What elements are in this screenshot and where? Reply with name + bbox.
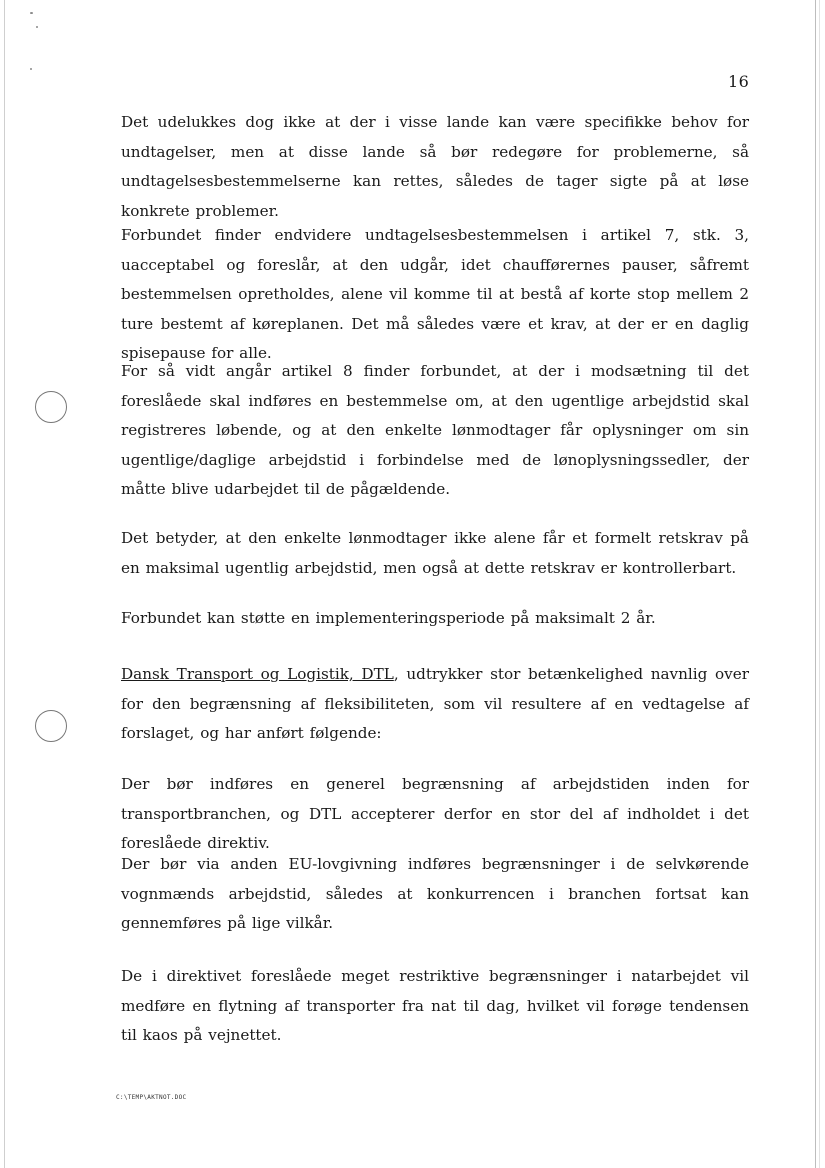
paragraph-implementation: Forbundet kan støtte en implementeringsperiode på maksimalt 2 år. bbox=[121, 609, 656, 627]
paragraph-exemptions: Det udelukkes dog ikke at der i visse lande kan være specifikke behov for undtagelser, men at disse lande så bør redegøre for problemerne, så undtagelsesbestemmelserne kan rettes, således de tager sigte på at løse konkrete problemer. bbox=[121, 113, 749, 220]
paragraph-legal-claim: Det betyder, at den enkelte lønmodtager ikke alene får et formelt retskrav på en maksimal ugentlig arbejdstid, men også at dette retskrav er kontrollerbart. bbox=[121, 529, 749, 577]
punch-hole-icon bbox=[35, 710, 67, 742]
scan-speck bbox=[30, 12, 33, 14]
scan-edge-left bbox=[4, 0, 5, 1168]
dtl-text: , udtrykker stor betænkelighed navnlig over for den begrænsning af fleksibiliteten, som vil resultere af en vedtagelse af forslaget, og har anført følgende: bbox=[121, 665, 750, 742]
paragraph-article-8: For så vidt angår artikel 8 finder forbundet, at der i modsætning til det foreslåede skal indføres en bestemmelse om, at den ugentlige arbejdstid skal registreres løbende, og at den enkelte lønmodtager får oplysninger om sin ugentlige/daglige arbejdstid i forbindelse med de lønoplysningssedler, der måtte blive udarbejdet til de pågældende. bbox=[121, 362, 749, 498]
page-number: 16 bbox=[728, 72, 750, 91]
paragraph-dtl-self-employed: Der bør via anden EU-lovgivning indføres begrænsninger i de selvkørende vognmænds arbejdstid, således at konkurrencen i branchen fortsat kan gennemføres på lige vilkår. bbox=[121, 855, 749, 932]
scan-speck bbox=[36, 26, 38, 28]
paragraph-dtl-general: Der bør indføres en generel begrænsning af arbejdstiden inden for transportbranchen, og DTL accepterer derfor en stor del af indholdet i det foreslåede direktiv. bbox=[121, 775, 749, 852]
scan-edge-right bbox=[815, 0, 816, 1168]
paragraph-dtl bbox=[121, 660, 749, 749]
paragraph-article-7: Forbundet finder endvidere undtagelsesbestemmelsen i artikel 7, stk. 3, uacceptabel og foreslår, at den udgår, idet chaufførernes pauser, såfremt bestemmelsen opretholdes, alene vil komme til at bestå af korte stop mellem 2 ture bestemt af køreplanen. Det må således være et krav, at der er en daglig spisepause for alle. bbox=[121, 226, 749, 362]
dtl-org-name: Dansk Transport og Logistik, DTL bbox=[121, 665, 394, 683]
paragraph-dtl-night-work: De i direktivet foreslåede meget restriktive begrænsninger i natarbejdet vil medføre en flytning af transporter fra nat til dag, hvilket vil forøge tendensen til kaos på vejnettet. bbox=[121, 967, 749, 1044]
footer-file-path: C:\TEMP\AKTNOT.DOC bbox=[116, 1094, 187, 1101]
scan-edge-right-inner bbox=[819, 0, 820, 1168]
punch-hole-icon bbox=[35, 391, 67, 423]
scan-speck bbox=[30, 68, 32, 70]
